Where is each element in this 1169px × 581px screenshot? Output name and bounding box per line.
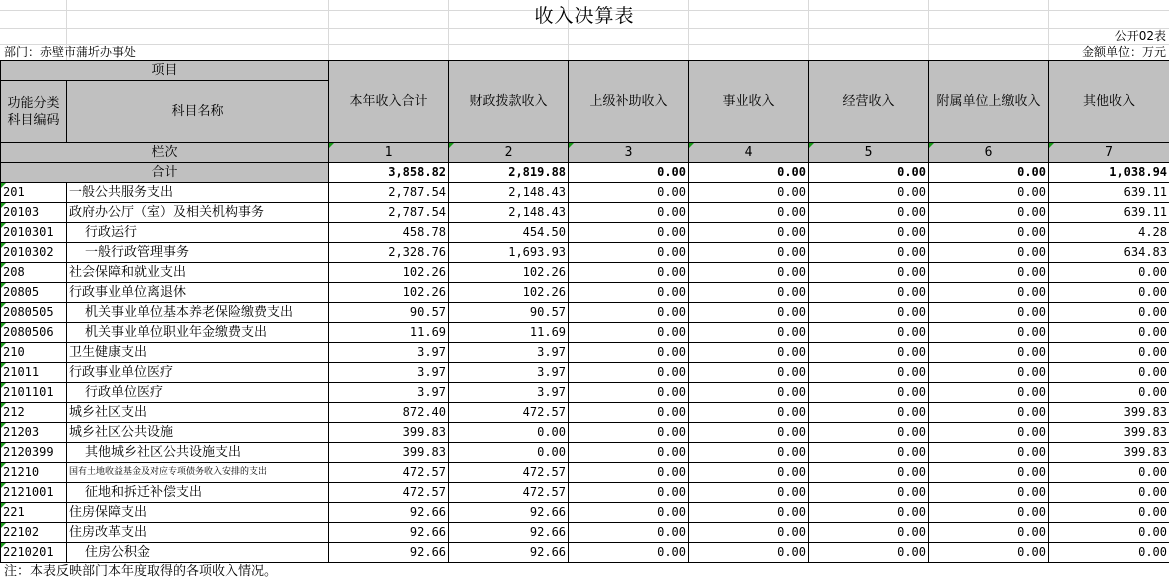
column-index: 6 — [929, 143, 1049, 163]
table-row — [1, 323, 1169, 343]
row-value: 399.83 — [329, 443, 449, 463]
row-value: 92.66 — [329, 543, 449, 563]
total-row — [1, 163, 1169, 183]
row-value: 454.50 — [449, 223, 569, 243]
row-code: 210 — [1, 343, 67, 363]
row-value: 0.00 — [929, 283, 1049, 303]
row-value: 0.00 — [689, 303, 809, 323]
row-value: 1,693.93 — [449, 243, 569, 263]
row-value: 0.00 — [1049, 323, 1169, 343]
row-code: 2210201 — [1, 543, 67, 563]
row-value: 0.00 — [689, 283, 809, 303]
row-value: 399.83 — [329, 423, 449, 443]
column-index: 4 — [689, 143, 809, 163]
row-code: 21011 — [1, 363, 67, 383]
row-value: 0.00 — [689, 343, 809, 363]
total-label: 合计 — [1, 163, 329, 183]
row-value: 0.00 — [569, 323, 689, 343]
row-value: 472.57 — [449, 483, 569, 503]
table-row — [1, 403, 1169, 423]
table-body — [1, 183, 1169, 563]
row-value: 2,328.76 — [329, 243, 449, 263]
row-value: 0.00 — [929, 343, 1049, 363]
row-value: 0.00 — [569, 263, 689, 283]
row-value: 0.00 — [1049, 263, 1169, 283]
row-code: 2010301 — [1, 223, 67, 243]
row-value: 2,148.43 — [449, 183, 569, 203]
row-name: 社会保障和就业支出 — [67, 263, 329, 283]
table-row — [1, 523, 1169, 543]
table-row — [1, 243, 1169, 263]
row-value: 3.97 — [329, 363, 449, 383]
column-index: 2 — [449, 143, 569, 163]
row-value: 102.26 — [329, 263, 449, 283]
row-code: 212 — [1, 403, 67, 423]
row-value: 92.66 — [449, 523, 569, 543]
row-code: 2080506 — [1, 323, 67, 343]
table-row — [1, 483, 1169, 503]
row-value: 0.00 — [809, 403, 929, 423]
header-column-index-label: 栏次 — [1, 143, 329, 163]
row-value: 0.00 — [569, 503, 689, 523]
column-index: 5 — [809, 143, 929, 163]
row-value: 0.00 — [689, 203, 809, 223]
row-value: 0.00 — [809, 463, 929, 483]
row-value: 0.00 — [1049, 343, 1169, 363]
row-value: 0.00 — [1049, 463, 1169, 483]
row-value: 0.00 — [809, 243, 929, 263]
row-value: 0.00 — [1049, 283, 1169, 303]
header-col-affiliated: 附属单位上缴收入 — [929, 61, 1049, 143]
row-value: 0.00 — [1049, 523, 1169, 543]
total-cell: 1,038.94 — [1049, 163, 1169, 183]
row-value: 0.00 — [809, 483, 929, 503]
row-value: 102.26 — [329, 283, 449, 303]
row-value: 0.00 — [689, 463, 809, 483]
row-name: 城乡社区公共设施 — [67, 423, 329, 443]
header-name: 科目名称 — [67, 81, 329, 143]
row-name: 行政事业单位医疗 — [67, 363, 329, 383]
row-code: 208 — [1, 263, 67, 283]
total-cell: 0.00 — [929, 163, 1049, 183]
row-value: 0.00 — [929, 403, 1049, 423]
row-value: 2,148.43 — [449, 203, 569, 223]
row-value: 0.00 — [809, 503, 929, 523]
row-name: 征地和拆迁补偿支出 — [67, 483, 329, 503]
table-row — [1, 283, 1169, 303]
row-value: 3.97 — [449, 343, 569, 363]
row-value: 0.00 — [449, 423, 569, 443]
row-name: 行政运行 — [67, 223, 329, 243]
table-row — [1, 303, 1169, 323]
row-value: 0.00 — [569, 303, 689, 323]
row-name: 城乡社区支出 — [67, 403, 329, 423]
table-row — [1, 443, 1169, 463]
row-value: 0.00 — [809, 303, 929, 323]
row-value: 92.66 — [449, 543, 569, 563]
row-name: 行政单位医疗 — [67, 383, 329, 403]
row-name: 政府办公厅（室）及相关机构事务 — [67, 203, 329, 223]
department-label: 部门：赤壁市蒲圻办事处 — [4, 45, 137, 59]
header-col-operating: 经营收入 — [809, 61, 929, 143]
row-value: 90.57 — [449, 303, 569, 323]
row-value: 0.00 — [809, 343, 929, 363]
row-value: 0.00 — [809, 283, 929, 303]
row-value: 0.00 — [929, 523, 1049, 543]
row-value: 11.69 — [329, 323, 449, 343]
row-value: 0.00 — [1049, 383, 1169, 403]
row-value: 0.00 — [809, 203, 929, 223]
row-value: 0.00 — [689, 543, 809, 563]
row-value: 3.97 — [449, 383, 569, 403]
table-row — [1, 543, 1169, 563]
row-value: 0.00 — [569, 423, 689, 443]
row-value: 0.00 — [569, 463, 689, 483]
row-value: 0.00 — [929, 443, 1049, 463]
header-code: 功能分类科目编码 — [1, 81, 67, 143]
row-value: 0.00 — [689, 243, 809, 263]
row-code: 2121001 — [1, 483, 67, 503]
row-value: 0.00 — [929, 383, 1049, 403]
table-row — [1, 363, 1169, 383]
row-value: 0.00 — [569, 523, 689, 543]
row-value: 0.00 — [689, 523, 809, 543]
table-row — [1, 383, 1169, 403]
row-value: 4.28 — [1049, 223, 1169, 243]
row-value: 0.00 — [689, 503, 809, 523]
row-value: 3.97 — [329, 343, 449, 363]
unit-label: 金额单位：万元 — [1081, 45, 1166, 59]
row-value: 0.00 — [689, 403, 809, 423]
row-value: 0.00 — [809, 443, 929, 463]
row-value: 0.00 — [809, 363, 929, 383]
row-value: 3.97 — [329, 383, 449, 403]
row-value: 872.40 — [329, 403, 449, 423]
row-name: 机关事业单位基本养老保险缴费支出 — [67, 303, 329, 323]
row-value: 0.00 — [569, 383, 689, 403]
report-title: 收入决算表 — [534, 5, 635, 27]
row-value: 0.00 — [929, 363, 1049, 383]
row-value: 0.00 — [1049, 503, 1169, 523]
row-code: 2010302 — [1, 243, 67, 263]
total-cell: 0.00 — [809, 163, 929, 183]
row-value: 0.00 — [809, 423, 929, 443]
row-value: 92.66 — [449, 503, 569, 523]
row-code: 20103 — [1, 203, 67, 223]
row-value: 639.11 — [1049, 203, 1169, 223]
row-value: 0.00 — [809, 223, 929, 243]
row-value: 639.11 — [1049, 183, 1169, 203]
row-name: 住房公积金 — [67, 543, 329, 563]
row-value: 0.00 — [929, 303, 1049, 323]
row-value: 0.00 — [929, 203, 1049, 223]
row-value: 399.83 — [1049, 443, 1169, 463]
row-value: 0.00 — [689, 483, 809, 503]
row-value: 0.00 — [929, 183, 1049, 203]
total-cell: 2,819.88 — [449, 163, 569, 183]
row-value: 0.00 — [809, 323, 929, 343]
row-value: 0.00 — [569, 203, 689, 223]
row-value: 102.26 — [449, 283, 569, 303]
row-value: 472.57 — [449, 403, 569, 423]
header-col-business: 事业收入 — [689, 61, 809, 143]
row-value: 0.00 — [809, 543, 929, 563]
row-value: 0.00 — [569, 443, 689, 463]
row-code: 201 — [1, 183, 67, 203]
row-value: 0.00 — [809, 263, 929, 283]
header-col-total: 本年收入合计 — [329, 61, 449, 143]
table-row — [1, 263, 1169, 283]
row-code: 2120399 — [1, 443, 67, 463]
table-row — [1, 223, 1169, 243]
row-code: 2101101 — [1, 383, 67, 403]
row-name: 其他城乡社区公共设施支出 — [67, 443, 329, 463]
row-value: 0.00 — [929, 543, 1049, 563]
table-row — [1, 463, 1169, 483]
row-value: 0.00 — [1049, 483, 1169, 503]
total-cell: 3,858.82 — [329, 163, 449, 183]
row-value: 634.83 — [1049, 243, 1169, 263]
row-value: 0.00 — [569, 543, 689, 563]
row-value: 0.00 — [1049, 303, 1169, 323]
row-value: 92.66 — [329, 503, 449, 523]
row-value: 0.00 — [569, 483, 689, 503]
row-value: 0.00 — [569, 223, 689, 243]
row-value: 0.00 — [809, 523, 929, 543]
row-value: 102.26 — [449, 263, 569, 283]
row-value: 0.00 — [569, 363, 689, 383]
footnote: 注：本表反映部门本年度取得的各项收入情况。 — [4, 564, 278, 579]
row-value: 0.00 — [689, 363, 809, 383]
row-value: 2,787.54 — [329, 183, 449, 203]
row-name: 一般公共服务支出 — [67, 183, 329, 203]
column-index: 7 — [1049, 143, 1169, 163]
row-value: 11.69 — [449, 323, 569, 343]
row-value: 458.78 — [329, 223, 449, 243]
total-cell: 0.00 — [569, 163, 689, 183]
row-value: 472.57 — [329, 463, 449, 483]
row-value: 0.00 — [689, 183, 809, 203]
table-row — [1, 183, 1169, 203]
row-value: 0.00 — [569, 183, 689, 203]
row-value: 0.00 — [569, 243, 689, 263]
row-value: 0.00 — [929, 503, 1049, 523]
header-col-superior: 上级补助收入 — [569, 61, 689, 143]
row-value: 0.00 — [809, 183, 929, 203]
row-value: 0.00 — [929, 423, 1049, 443]
row-value: 399.83 — [1049, 403, 1169, 423]
table-row — [1, 203, 1169, 223]
column-index: 3 — [569, 143, 689, 163]
row-code: 20805 — [1, 283, 67, 303]
row-value: 0.00 — [929, 263, 1049, 283]
row-value: 0.00 — [929, 323, 1049, 343]
row-name: 一般行政管理事务 — [67, 243, 329, 263]
row-value: 92.66 — [329, 523, 449, 543]
table-row — [1, 503, 1169, 523]
row-value: 0.00 — [689, 443, 809, 463]
row-value: 2,787.54 — [329, 203, 449, 223]
row-value: 472.57 — [329, 483, 449, 503]
row-code: 21210 — [1, 463, 67, 483]
row-value: 0.00 — [569, 343, 689, 363]
row-value: 0.00 — [809, 383, 929, 403]
row-name: 机关事业单位职业年金缴费支出 — [67, 323, 329, 343]
row-code: 22102 — [1, 523, 67, 543]
row-value: 0.00 — [569, 283, 689, 303]
total-cell: 0.00 — [689, 163, 809, 183]
row-value: 0.00 — [1049, 543, 1169, 563]
row-value: 472.57 — [449, 463, 569, 483]
row-value: 0.00 — [929, 463, 1049, 483]
row-code: 21203 — [1, 423, 67, 443]
table-row — [1, 343, 1169, 363]
header-item: 项目 — [1, 61, 329, 81]
table-row — [1, 423, 1169, 443]
row-value: 0.00 — [929, 243, 1049, 263]
row-value: 0.00 — [929, 223, 1049, 243]
row-value: 0.00 — [689, 223, 809, 243]
row-value: 0.00 — [449, 443, 569, 463]
row-name: 行政事业单位离退休 — [67, 283, 329, 303]
row-value: 0.00 — [569, 403, 689, 423]
row-code: 221 — [1, 503, 67, 523]
form-number: 公开02表 — [1114, 29, 1166, 43]
column-index: 1 — [329, 143, 449, 163]
row-value: 90.57 — [329, 303, 449, 323]
row-value: 3.97 — [449, 363, 569, 383]
row-value: 399.83 — [1049, 423, 1169, 443]
row-code: 2080505 — [1, 303, 67, 323]
row-value: 0.00 — [689, 383, 809, 403]
row-name: 国有土地收益基金及对应专项债务收入安排的支出 — [67, 463, 329, 483]
header-col-fiscal: 财政拨款收入 — [449, 61, 569, 143]
row-value: 0.00 — [689, 423, 809, 443]
row-value: 0.00 — [689, 323, 809, 343]
row-value: 0.00 — [689, 263, 809, 283]
row-value: 0.00 — [929, 483, 1049, 503]
row-name: 住房改革支出 — [67, 523, 329, 543]
row-name: 住房保障支出 — [67, 503, 329, 523]
income-table — [0, 60, 1169, 563]
row-name: 卫生健康支出 — [67, 343, 329, 363]
row-value: 0.00 — [1049, 363, 1169, 383]
header-col-other: 其他收入 — [1049, 61, 1169, 143]
